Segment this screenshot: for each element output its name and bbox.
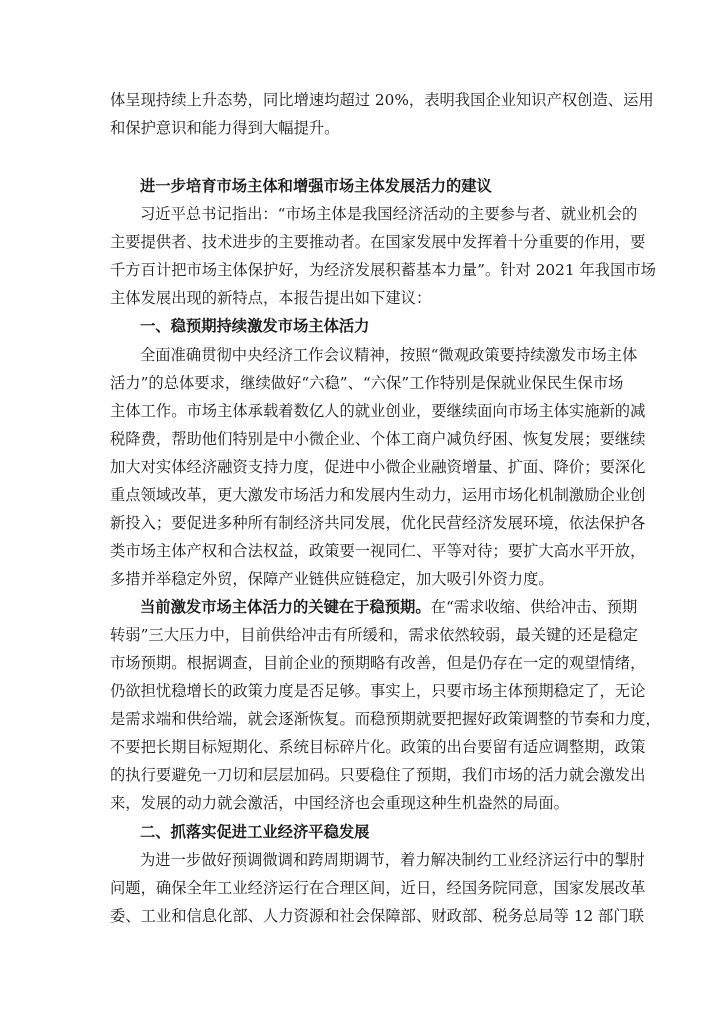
- s1-p2-line-1: [140, 598, 638, 616]
- preface-line-3: 千方百计把市场主体保护好，为经济发展积蓄基本力量”。针对 2021 年我国市场: [110, 261, 656, 279]
- subsection-2-title: 二、抓落实促进工业经济平稳发展: [140, 823, 370, 841]
- s1-p1-line-9: 多措并举稳定外贸，保障产业链供应链稳定，加大吸引外资力度。: [110, 570, 554, 588]
- s1-p2-line-4: 仍欲担忧稳增长的政策力度是否足够。事实上，只要市场主体预期稳定了，无论: [110, 682, 646, 700]
- s1-p2-line-5: 是需求端和供给端，就会逐渐恢复。而稳预期就要把握好政策调整的节奏和力度，: [110, 710, 661, 728]
- s2-p1-line-2: 问题，确保全年工业经济运行在合理区间，近日，经国务院同意，国家发展改革: [110, 879, 646, 897]
- s1-p1-line-1: 全面准确贯彻中央经济工作会议精神，按照“微观政策要持续激发市场主体: [140, 346, 638, 364]
- s1-p1-line-7: 新投入；要促进多种所有制经济共同发展，优化民营经济发展环境，依法保护各: [110, 514, 646, 532]
- s1-p1-line-8: 类市场主体产权和合法权益，政策要一视同仁、平等对待；要扩大高水平开放，: [110, 542, 646, 560]
- s1-p2-line-6: 不要把长期目标短期化、系统目标碎片化。政策的出台要留有适应调整期，政策: [110, 738, 646, 756]
- subsection-1-title: 一、稳预期持续激发市场主体活力: [140, 317, 370, 335]
- s1-p2-line-8: 来，发展的动力就会激活，中国经济也会重现这种生机盎然的局面。: [110, 794, 569, 812]
- s2-p1-line-1: 为进一步做好预调微调和跨周期调节，着力解决制约工业经济运行中的掣肘: [140, 851, 645, 869]
- s1-p2-line-2: 转弱”三大压力中，目前供给冲击有所缓和，需求依然较弱，最关键的还是稳定: [110, 626, 638, 644]
- s1-p1-line-5: 加大对实体经济融资支持力度，促进中小微企业融资增量、扩面、降价；要深化: [110, 458, 646, 476]
- preface-line-1: 习近平总书记指出：“市场主体是我国经济活动的主要参与者、就业机会的: [140, 205, 638, 223]
- s1-p1-line-3: 主体工作。市场主体承载着数亿人的就业创业，要继续面向市场主体实施新的减: [110, 402, 646, 420]
- s1-p1-line-4: 税降费，帮助他们特别是中小微企业、个体工商户减负纾困、恢复发展；要继续: [110, 430, 646, 448]
- s1-p2-line-1-rest: 在“需求收缩、供给冲击、预期: [430, 598, 638, 616]
- s1-p2-line-3: 市场预期。根据调查，目前企业的预期略有改善，但是仍存在一定的观望情绪，: [110, 654, 646, 672]
- preface-line-4: 主体发展出现的新特点，本报告提出如下建议：: [110, 289, 432, 307]
- s1-p2-line-7: 的执行要避免一刀切和层层加码。只要稳住了预期，我们市场的活力就会激发出: [110, 766, 646, 784]
- s1-p1-line-6: 重点领域改革，更大激发市场活力和发展内生动力，运用市场化机制激励企业创: [110, 486, 646, 504]
- intro-line-2: 和保护意识和能力得到大幅提升。: [110, 119, 340, 137]
- preface-line-2: 主要提供者、技术进步的主要推动者。在国家发展中发挥着十分重要的作用，要: [110, 233, 646, 251]
- section-title: 进一步培育市场主体和增强市场主体发展活力的建议: [140, 177, 492, 195]
- s1-p1-line-2: 活力”的总体要求，继续做好“六稳”、“六保”工作特别是保就业保民生保市场: [110, 374, 624, 392]
- s2-p1-line-3: 委、工业和信息化部、人力资源和社会保障部、财政部、税务总局等 12 部门联: [110, 907, 644, 925]
- intro-line-1: 体呈现持续上升态势，同比增速均超过 20%，表明我国企业知识产权创造、运用: [110, 91, 654, 109]
- s1-p2-bold-lead: 当前激发市场主体活力的关键在于稳预期。: [140, 598, 431, 616]
